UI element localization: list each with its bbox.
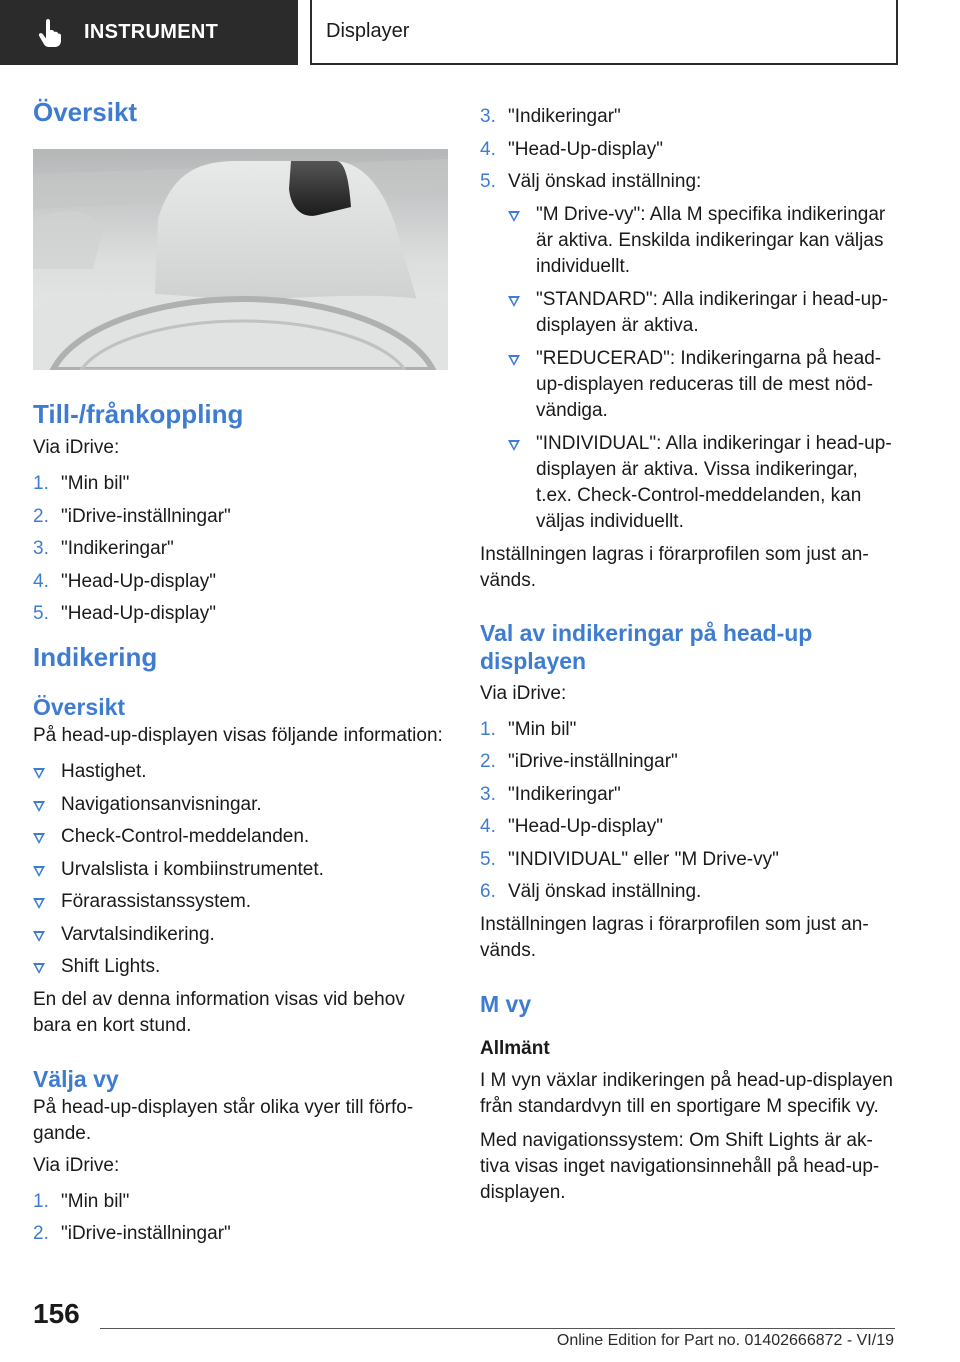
indication-title: Indikering — [33, 642, 158, 672]
section-label: INSTRUMENT — [84, 21, 219, 43]
choose-view-title: Välja vy — [33, 1065, 119, 1092]
list-item: 4. "Head-Up-display" — [480, 816, 663, 837]
list-item: Förarassistanssystem. — [33, 889, 448, 915]
navigation-text: Med navigationssystem: Om Shift Lights är aktiva visas inget navigationsinnehåll på head-up-displayen. — [480, 1129, 880, 1203]
choose-view-intro: På head-up-displayen står olika vyer till förfogande. — [33, 1096, 414, 1144]
indication-intro: På head-up-displayen visas följande information: — [33, 725, 443, 746]
list-item: 2. "iDrive-inställningar" — [33, 1223, 231, 1244]
list-item: Urvalslista i kombiinstrumentet. — [33, 857, 448, 883]
m-view-title: M vy — [480, 990, 532, 1017]
list-item: 5. "INDIVIDUAL" eller "M Drive-vy" — [480, 848, 779, 870]
indication-items — [33, 759, 448, 980]
toggle-steps — [33, 471, 448, 627]
general-title: Allmänt — [480, 1037, 550, 1059]
list-item: Varvtalsindikering. — [33, 922, 448, 948]
list-item: Navigationsanvisningar. — [33, 792, 448, 818]
list-item: Check-Control-meddelanden. — [33, 824, 448, 850]
list-item: 4. "Head-Up-display" — [33, 570, 216, 592]
toggle-via: Via iDrive: — [33, 437, 120, 458]
right-column — [480, 104, 895, 1206]
list-item: 3. "Indikeringar" — [480, 106, 621, 127]
toggle-title: Till-/frånkoppling — [33, 399, 244, 429]
select-via: Via iDrive: — [480, 682, 567, 704]
choose-view-via: Via iDrive: — [33, 1154, 120, 1176]
list-item: "REDUCERAD": Indikeringarna på head-up-displayen reduceras till de mest nödvändiga. — [508, 346, 895, 424]
general-text: I M vyn växlar indikeringen på head-up-displayen från standardvyn till en sportigare M specifik vy. — [480, 1069, 893, 1117]
list-item: 2. "iDrive-inställningar" — [480, 751, 678, 772]
list-item: 1. "Min bil" — [33, 473, 130, 494]
list-item: 5. "Head-Up-display" — [33, 603, 216, 624]
list-item: 3. "Indikeringar" — [480, 783, 621, 805]
list-item: "INDIVIDUAL": Alla indikeringar i head-up-displayen är aktiva. Vissa indikeringar, t.ex. Check-Control-meddelanden, kan väljas individuellt. — [508, 431, 895, 535]
saved-note: Inställningen lagras i förarprofilen som just används. — [480, 543, 869, 591]
select-indications-title: Val av indikeringar på head-up displayen — [480, 619, 813, 674]
list-item: 2. "iDrive-inställningar" — [33, 505, 231, 527]
list-item: 6. Välj önskad inställning. — [480, 881, 702, 902]
list-item: 5. Välj önskad inställning: — [480, 171, 702, 192]
list-item: Hastighet. — [33, 759, 448, 785]
footer-divider — [100, 1328, 895, 1329]
choose-view-steps — [33, 1189, 448, 1248]
list-item: 1. "Min bil" — [33, 1190, 130, 1212]
indication-note: En del av denna information visas vid behov bara en kort stund. — [33, 988, 405, 1036]
chapter-label: Displayer — [326, 20, 410, 42]
overview-title: Översikt — [33, 97, 138, 127]
page-number: 156 — [33, 1298, 80, 1329]
view-options — [508, 202, 895, 535]
saved-note: Inställningen lagras i förarprofilen som just används. — [480, 913, 869, 961]
head-up-display-photo — [33, 149, 448, 370]
list-item: 4. "Head-Up-display" — [480, 138, 663, 160]
select-steps — [480, 717, 895, 906]
list-item: 1. "Min bil" — [480, 718, 577, 740]
section-tab[interactable] — [0, 0, 298, 65]
list-item: 3. "Indikeringar" — [33, 538, 174, 559]
list-item: "STANDARD": Alla indikeringar i head-up-displayen är aktiva. — [508, 287, 895, 339]
edition-text: Online Edition for Part no. 01402666872 - VI/19 — [556, 1332, 894, 1349]
list-item: "M Drive-vy": Alla M specifika indikeringar är aktiva. Enskilda indikeringar kan väljas individuellt. — [508, 202, 895, 280]
hand-pointer-icon — [38, 18, 64, 48]
chapter-tab[interactable] — [310, 0, 898, 65]
choose-view-steps-cont — [480, 104, 895, 195]
left-column — [33, 96, 448, 1254]
list-item: Shift Lights. — [33, 954, 448, 980]
indication-overview-title: Översikt — [33, 694, 126, 720]
